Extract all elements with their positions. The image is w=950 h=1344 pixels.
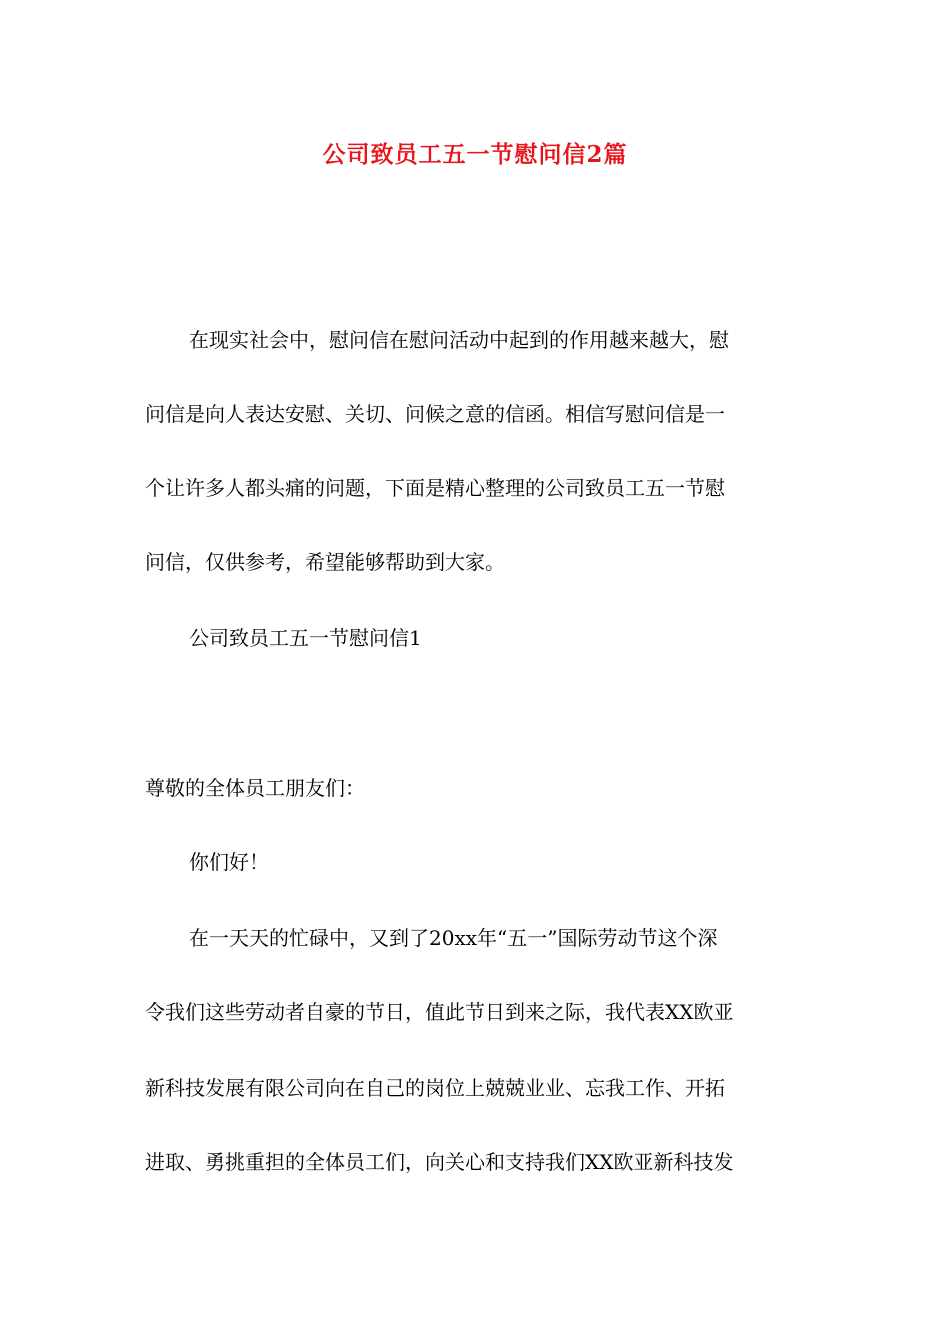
body-line: 在一天天的忙碌中，又到了20xx年“五一”国际劳动节这个深 xyxy=(189,926,718,950)
intro-line: 个让许多人都头痛的问题，下面是精心整理的公司致员工五一节慰 xyxy=(145,476,725,500)
intro-line: 问信是向人表达安慰、关切、问候之意的信函。相信写慰问信是一 xyxy=(145,402,725,426)
intro-line: 问信，仅供参考，希望能够帮助到大家。 xyxy=(145,550,505,574)
document-title: 公司致员工五一节慰问信2篇 xyxy=(322,141,628,168)
body-line: 新科技发展有限公司向在自己的岗位上兢兢业业、忘我工作、开拓 xyxy=(145,1076,725,1100)
greeting: 你们好！ xyxy=(189,850,269,874)
body-line: 令我们这些劳动者自豪的节日，值此节日到来之际，我代表XX欧亚 xyxy=(145,1000,734,1024)
section-heading: 公司致员工五一节慰问信1 xyxy=(189,626,422,650)
intro-line: 在现实社会中，慰问信在慰问活动中起到的作用越来越大，慰 xyxy=(189,328,729,352)
salutation: 尊敬的全体员工朋友们： xyxy=(145,776,365,800)
body-line: 进取、勇挑重担的全体员工们，向关心和支持我们XX欧亚新科技发 xyxy=(145,1150,734,1174)
